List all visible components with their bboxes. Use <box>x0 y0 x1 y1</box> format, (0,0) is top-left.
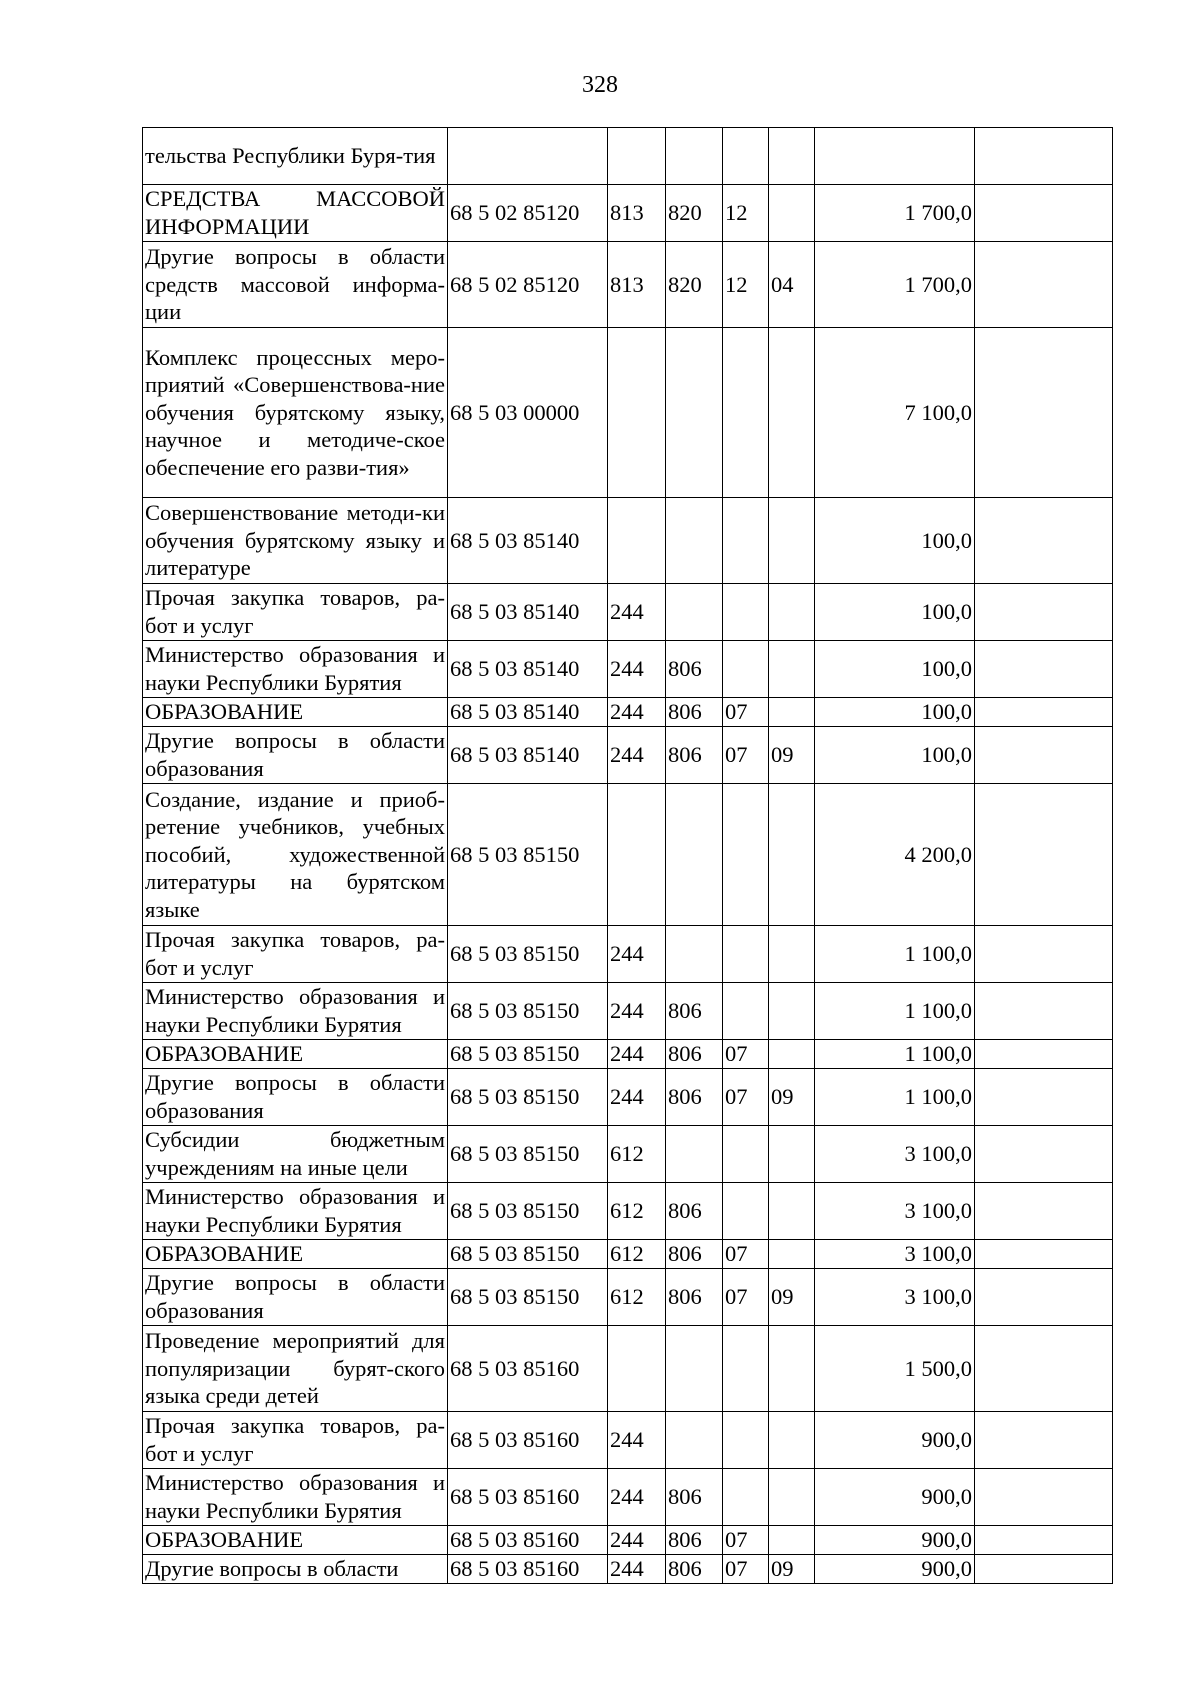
amount-cell: 3 100,0 <box>815 1269 975 1326</box>
administrator-code-cell: 806 <box>666 1069 723 1126</box>
table-row <box>143 1526 1113 1555</box>
extra-amount-cell <box>975 1555 1113 1584</box>
item-name-cell: Субсидии бюджетным учреждениям на иные цели <box>143 1126 448 1183</box>
extra-amount-cell <box>975 498 1113 584</box>
expense-type-cell: 813 <box>608 185 666 242</box>
expense-type-cell: 612 <box>608 1240 666 1269</box>
administrator-code-cell <box>666 1326 723 1412</box>
section-cell <box>723 498 769 584</box>
administrator-code-cell: 806 <box>666 1040 723 1069</box>
item-name-cell: тельства Республики Буря-тия <box>143 128 448 185</box>
table-row <box>143 698 1113 727</box>
amount-cell: 900,0 <box>815 1526 975 1555</box>
item-name-cell: Министерство образования и науки Республики Бурятия <box>143 1469 448 1526</box>
target-code-cell: 68 5 03 85160 <box>448 1555 608 1584</box>
subsection-cell <box>769 498 815 584</box>
item-name-cell: Другие вопросы в области средств массовой информа-ции <box>143 242 448 328</box>
target-code-cell: 68 5 03 85150 <box>448 784 608 926</box>
subsection-cell <box>769 983 815 1040</box>
amount-cell: 3 100,0 <box>815 1126 975 1183</box>
expense-type-cell: 244 <box>608 641 666 698</box>
table-row <box>143 1040 1113 1069</box>
section-cell: 07 <box>723 1240 769 1269</box>
section-cell <box>723 641 769 698</box>
subsection-cell <box>769 1526 815 1555</box>
expense-type-cell: 244 <box>608 584 666 641</box>
expense-type-cell <box>608 128 666 185</box>
extra-amount-cell <box>975 1326 1113 1412</box>
administrator-code-cell <box>666 128 723 185</box>
table-row <box>143 1240 1113 1269</box>
expense-type-cell: 244 <box>608 1069 666 1126</box>
administrator-code-cell: 806 <box>666 1240 723 1269</box>
section-cell <box>723 128 769 185</box>
subsection-cell <box>769 128 815 185</box>
table-row <box>143 1126 1113 1183</box>
section-cell: 07 <box>723 1555 769 1584</box>
administrator-code-cell: 806 <box>666 727 723 784</box>
administrator-code-cell: 806 <box>666 1526 723 1555</box>
expense-type-cell: 813 <box>608 242 666 328</box>
administrator-code-cell <box>666 784 723 926</box>
table-row <box>143 784 1113 926</box>
target-code-cell: 68 5 03 85150 <box>448 1183 608 1240</box>
section-cell <box>723 784 769 926</box>
target-code-cell: 68 5 03 85140 <box>448 584 608 641</box>
administrator-code-cell: 820 <box>666 185 723 242</box>
table-row <box>143 498 1113 584</box>
extra-amount-cell <box>975 784 1113 926</box>
amount-cell: 900,0 <box>815 1412 975 1469</box>
table-row <box>143 1326 1113 1412</box>
subsection-cell <box>769 328 815 498</box>
subsection-cell <box>769 185 815 242</box>
item-name-cell: ОБРАЗОВАНИЕ <box>143 1040 448 1069</box>
administrator-code-cell <box>666 1126 723 1183</box>
target-code-cell: 68 5 03 85150 <box>448 1240 608 1269</box>
expense-type-cell: 244 <box>608 1526 666 1555</box>
extra-amount-cell <box>975 128 1113 185</box>
amount-cell: 100,0 <box>815 641 975 698</box>
administrator-code-cell <box>666 584 723 641</box>
section-cell <box>723 1183 769 1240</box>
expense-type-cell: 612 <box>608 1126 666 1183</box>
item-name-cell: Создание, издание и приоб-ретение учебников, учебных пособий, художественной литературы на бурятском языке <box>143 784 448 926</box>
extra-amount-cell <box>975 1240 1113 1269</box>
item-name-cell: Министерство образования и науки Республики Бурятия <box>143 983 448 1040</box>
amount-cell: 100,0 <box>815 727 975 784</box>
expense-type-cell: 244 <box>608 727 666 784</box>
item-name-cell: Комплекс процессных меро-приятий «Совершенствова-ние обучения бурятскому языку, научное и методиче-ское обеспечение его разви-тия» <box>143 328 448 498</box>
section-cell <box>723 328 769 498</box>
subsection-cell: 09 <box>769 727 815 784</box>
extra-amount-cell <box>975 1469 1113 1526</box>
administrator-code-cell: 806 <box>666 1555 723 1584</box>
table-row <box>143 926 1113 983</box>
administrator-code-cell <box>666 926 723 983</box>
administrator-code-cell: 806 <box>666 698 723 727</box>
section-cell <box>723 1412 769 1469</box>
amount-cell: 4 200,0 <box>815 784 975 926</box>
administrator-code-cell <box>666 1412 723 1469</box>
item-name-cell: Министерство образования и науки Республики Бурятия <box>143 641 448 698</box>
expense-type-cell <box>608 1326 666 1412</box>
section-cell: 07 <box>723 727 769 784</box>
page-number: 328 <box>582 72 618 98</box>
item-name-cell: Другие вопросы в области <box>143 1555 448 1584</box>
section-cell <box>723 1126 769 1183</box>
item-name-cell: Министерство образования и науки Республики Бурятия <box>143 1183 448 1240</box>
target-code-cell: 68 5 03 85150 <box>448 926 608 983</box>
target-code-cell: 68 5 03 85150 <box>448 1040 608 1069</box>
amount-cell: 900,0 <box>815 1469 975 1526</box>
administrator-code-cell: 806 <box>666 641 723 698</box>
section-cell: 07 <box>723 698 769 727</box>
item-name-cell: ОБРАЗОВАНИЕ <box>143 698 448 727</box>
expense-type-cell: 244 <box>608 926 666 983</box>
extra-amount-cell <box>975 328 1113 498</box>
extra-amount-cell <box>975 983 1113 1040</box>
target-code-cell <box>448 128 608 185</box>
extra-amount-cell <box>975 185 1113 242</box>
extra-amount-cell <box>975 1412 1113 1469</box>
subsection-cell <box>769 784 815 926</box>
table-row <box>143 641 1113 698</box>
subsection-cell <box>769 1326 815 1412</box>
amount-cell: 100,0 <box>815 698 975 727</box>
amount-cell: 3 100,0 <box>815 1240 975 1269</box>
item-name-cell: СРЕДСТВА МАССОВОЙ ИНФОРМАЦИИ <box>143 185 448 242</box>
target-code-cell: 68 5 03 85160 <box>448 1526 608 1555</box>
item-name-cell: Другие вопросы в области образования <box>143 727 448 784</box>
item-name-cell: Другие вопросы в области образования <box>143 1269 448 1326</box>
amount-cell: 1 700,0 <box>815 242 975 328</box>
target-code-cell: 68 5 03 85140 <box>448 727 608 784</box>
administrator-code-cell <box>666 498 723 584</box>
extra-amount-cell <box>975 242 1113 328</box>
amount-cell <box>815 128 975 185</box>
amount-cell: 1 100,0 <box>815 1069 975 1126</box>
item-name-cell: Прочая закупка товаров, ра-бот и услуг <box>143 926 448 983</box>
table-row <box>143 1412 1113 1469</box>
amount-cell: 1 500,0 <box>815 1326 975 1412</box>
subsection-cell: 09 <box>769 1555 815 1584</box>
extra-amount-cell <box>975 1269 1113 1326</box>
extra-amount-cell <box>975 641 1113 698</box>
section-cell: 07 <box>723 1526 769 1555</box>
extra-amount-cell <box>975 1526 1113 1555</box>
expense-type-cell <box>608 784 666 926</box>
section-cell <box>723 1326 769 1412</box>
table-row <box>143 185 1113 242</box>
subsection-cell: 09 <box>769 1069 815 1126</box>
section-cell: 12 <box>723 185 769 242</box>
amount-cell: 7 100,0 <box>815 328 975 498</box>
extra-amount-cell <box>975 727 1113 784</box>
section-cell: 07 <box>723 1040 769 1069</box>
target-code-cell: 68 5 02 85120 <box>448 185 608 242</box>
subsection-cell <box>769 1240 815 1269</box>
budget-table <box>142 127 1113 1584</box>
subsection-cell <box>769 584 815 641</box>
expense-type-cell: 244 <box>608 1469 666 1526</box>
target-code-cell: 68 5 03 85140 <box>448 641 608 698</box>
expense-type-cell <box>608 498 666 584</box>
administrator-code-cell: 806 <box>666 1269 723 1326</box>
subsection-cell <box>769 926 815 983</box>
administrator-code-cell: 820 <box>666 242 723 328</box>
target-code-cell: 68 5 03 85150 <box>448 983 608 1040</box>
subsection-cell <box>769 1412 815 1469</box>
expense-type-cell: 244 <box>608 698 666 727</box>
expense-type-cell: 244 <box>608 983 666 1040</box>
administrator-code-cell: 806 <box>666 1183 723 1240</box>
section-cell <box>723 926 769 983</box>
table-row <box>143 328 1113 498</box>
subsection-cell <box>769 698 815 727</box>
table-row <box>143 1469 1113 1526</box>
expense-type-cell: 612 <box>608 1269 666 1326</box>
administrator-code-cell: 806 <box>666 1469 723 1526</box>
section-cell <box>723 1469 769 1526</box>
amount-cell: 100,0 <box>815 584 975 641</box>
expense-type-cell: 244 <box>608 1040 666 1069</box>
target-code-cell: 68 5 02 85120 <box>448 242 608 328</box>
table-row <box>143 242 1113 328</box>
item-name-cell: ОБРАЗОВАНИЕ <box>143 1240 448 1269</box>
amount-cell: 1 100,0 <box>815 983 975 1040</box>
table-row <box>143 1555 1113 1584</box>
section-cell: 07 <box>723 1269 769 1326</box>
item-name-cell: Другие вопросы в области образования <box>143 1069 448 1126</box>
expense-type-cell: 244 <box>608 1412 666 1469</box>
section-cell <box>723 983 769 1040</box>
item-name-cell: Совершенствование методи-ки обучения бурятскому языку и литературе <box>143 498 448 584</box>
target-code-cell: 68 5 03 85150 <box>448 1126 608 1183</box>
table-row <box>143 1269 1113 1326</box>
target-code-cell: 68 5 03 85160 <box>448 1412 608 1469</box>
target-code-cell: 68 5 03 85150 <box>448 1069 608 1126</box>
item-name-cell: Прочая закупка товаров, ра-бот и услуг <box>143 584 448 641</box>
amount-cell: 1 700,0 <box>815 185 975 242</box>
amount-cell: 3 100,0 <box>815 1183 975 1240</box>
subsection-cell: 09 <box>769 1269 815 1326</box>
section-cell <box>723 584 769 641</box>
item-name-cell: ОБРАЗОВАНИЕ <box>143 1526 448 1555</box>
extra-amount-cell <box>975 698 1113 727</box>
expense-type-cell <box>608 328 666 498</box>
table-row <box>143 727 1113 784</box>
target-code-cell: 68 5 03 00000 <box>448 328 608 498</box>
amount-cell: 1 100,0 <box>815 926 975 983</box>
item-name-cell: Проведение мероприятий для популяризации бурят-ского языка среди детей <box>143 1326 448 1412</box>
table-row <box>143 1069 1113 1126</box>
extra-amount-cell <box>975 926 1113 983</box>
administrator-code-cell: 806 <box>666 983 723 1040</box>
target-code-cell: 68 5 03 85140 <box>448 498 608 584</box>
subsection-cell <box>769 641 815 698</box>
item-name-cell: Прочая закупка товаров, ра-бот и услуг <box>143 1412 448 1469</box>
expense-type-cell: 612 <box>608 1183 666 1240</box>
subsection-cell <box>769 1126 815 1183</box>
amount-cell: 100,0 <box>815 498 975 584</box>
amount-cell: 1 100,0 <box>815 1040 975 1069</box>
section-cell: 07 <box>723 1069 769 1126</box>
expense-type-cell: 244 <box>608 1555 666 1584</box>
extra-amount-cell <box>975 1040 1113 1069</box>
extra-amount-cell <box>975 1126 1113 1183</box>
section-cell: 12 <box>723 242 769 328</box>
table-row <box>143 1183 1113 1240</box>
table-row <box>143 128 1113 185</box>
target-code-cell: 68 5 03 85160 <box>448 1326 608 1412</box>
table-body <box>143 128 1113 1584</box>
table-row <box>143 584 1113 641</box>
target-code-cell: 68 5 03 85140 <box>448 698 608 727</box>
extra-amount-cell <box>975 1069 1113 1126</box>
extra-amount-cell <box>975 1183 1113 1240</box>
extra-amount-cell <box>975 584 1113 641</box>
target-code-cell: 68 5 03 85150 <box>448 1269 608 1326</box>
subsection-cell <box>769 1183 815 1240</box>
subsection-cell <box>769 1040 815 1069</box>
amount-cell: 900,0 <box>815 1555 975 1584</box>
table-row <box>143 983 1113 1040</box>
subsection-cell: 04 <box>769 242 815 328</box>
subsection-cell <box>769 1469 815 1526</box>
target-code-cell: 68 5 03 85160 <box>448 1469 608 1526</box>
administrator-code-cell <box>666 328 723 498</box>
